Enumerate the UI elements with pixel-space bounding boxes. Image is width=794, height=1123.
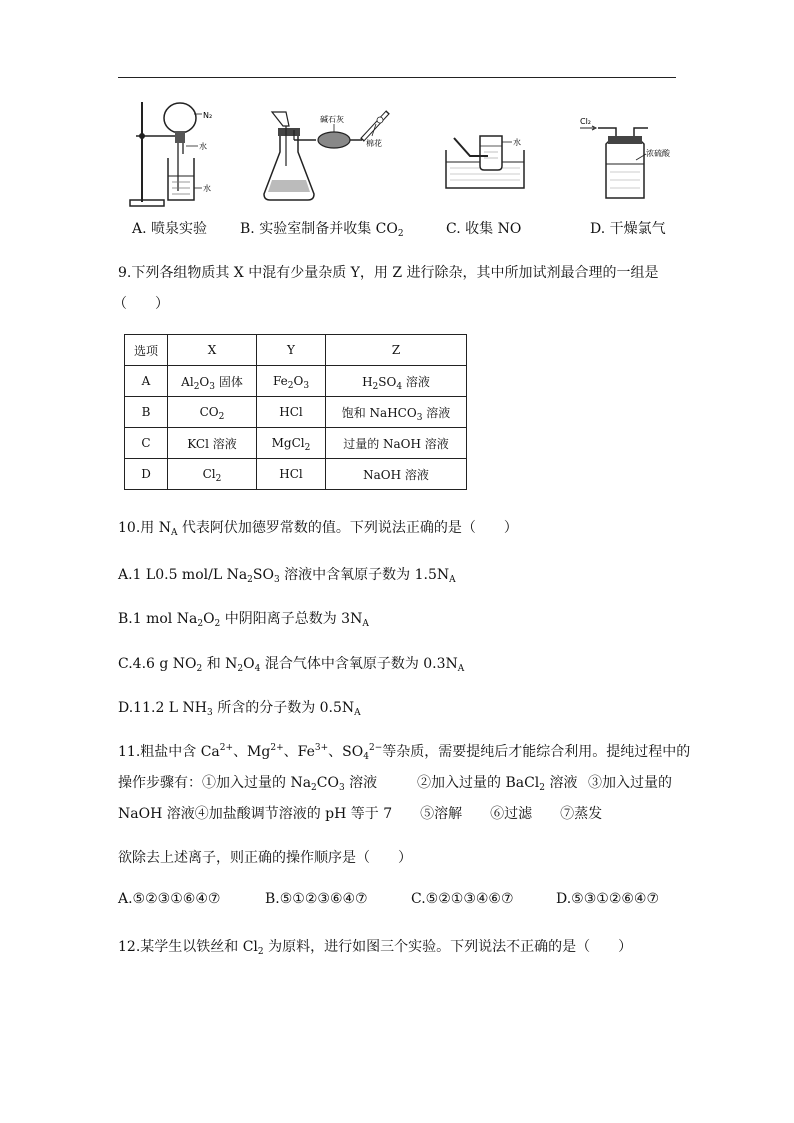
- cell-option: C: [125, 428, 168, 459]
- q12-stem: 12.某学生以铁丝和 $Cl_2$ 为原料，进行如图三个实验。下列说法不正确的是（ ）: [118, 939, 633, 957]
- q9-stem: 9.下列各组物质其 X 中混有少量杂质 Y，用 Z 进行除杂，其中所加试剂最合理的一组是: [118, 265, 659, 281]
- table-header-row: [125, 335, 467, 366]
- figure-b-co2-setup: [258, 96, 398, 214]
- table-row: [125, 459, 467, 490]
- caption-b-sub: 2: [397, 229, 404, 239]
- caption-a: A. 喷泉实验: [132, 221, 208, 237]
- cell-y: $Fe_2O_3$: [257, 366, 326, 397]
- cell-x: KCl 溶液: [168, 428, 257, 459]
- cell-z: 过量的 NaOH 溶液: [326, 428, 467, 459]
- cell-option: D: [125, 459, 168, 490]
- cell-option: A: [125, 366, 168, 397]
- header-rule: [118, 77, 676, 78]
- figure-d-chlorine-drying: [576, 96, 676, 214]
- label-d-acid: 浓硫酸: [646, 149, 670, 158]
- cell-y: HCl: [257, 397, 326, 428]
- q11-option-c: C.⑤②①③④⑥⑦: [411, 891, 514, 907]
- cell-y: HCl: [257, 459, 326, 490]
- q11-line-2-c: ③加入过量的: [588, 775, 672, 791]
- label-a-water-top: 水: [199, 142, 207, 151]
- q10-option-a: A.1 L0.5 mol/L $Na_2SO_3$ 溶液中含氧原子数为 $1.5N_A$: [118, 567, 456, 585]
- table-row: [125, 397, 467, 428]
- cell-x: $Cl_2$: [168, 459, 257, 490]
- label-a-gas: N₂: [203, 111, 213, 120]
- q9-paren: （ ）: [113, 296, 169, 312]
- q11-option-d: D.⑤③①②⑥④⑦: [556, 891, 660, 907]
- label-d-gas: Cl₂: [580, 117, 592, 126]
- label-b-lime: 碱石灰: [320, 115, 344, 124]
- cell-option: B: [125, 397, 168, 428]
- header-z: Z: [326, 335, 467, 366]
- q11-line-2: 操作步骤有：①加入过量的 $Na_2CO_3$ 溶液: [118, 775, 378, 793]
- caption-b-text: B. 实验室制备并收集 CO: [240, 221, 398, 237]
- q11-option-a: A.⑤②③①⑥④⑦: [118, 891, 221, 907]
- caption-d: D. 干燥氯气: [590, 221, 666, 237]
- figure-a-fountain: [128, 96, 228, 214]
- header-y: Y: [257, 335, 326, 366]
- figure-c-no-collection: [440, 96, 550, 214]
- label-b-cotton: 棉花: [366, 139, 382, 148]
- header-option: 选项: [125, 335, 168, 366]
- q11-line-3: NaOH 溶液④加盐酸调节溶液的 pH 等于 7 ⑤溶解 ⑥过滤 ⑦蒸发: [118, 806, 603, 822]
- q11-line-4: 欲除去上述离子，则正确的操作顺序是（ ）: [118, 850, 412, 866]
- q10-option-c: C.4.6 g $NO_2$ 和 $N_2O_4$ 混合气体中含氧原子数为 $0.3N_A$: [118, 656, 465, 674]
- cell-z: NaOH 溶液: [326, 459, 467, 490]
- cell-z: $H_2SO_4$ 溶液: [326, 366, 467, 397]
- header-x: X: [168, 335, 257, 366]
- table-row: [125, 428, 467, 459]
- label-c-water: 水: [513, 138, 521, 147]
- table-row: [125, 366, 467, 397]
- caption-c: C. 收集 NO: [446, 221, 522, 237]
- q11-option-b: B.⑤①②③⑥④⑦: [265, 891, 368, 907]
- cell-x: $Al_2O_3$ 固体: [168, 366, 257, 397]
- cell-y: MgCl$_2$: [257, 428, 326, 459]
- q10-stem: 10.用 $N_A$ 代表阿伏加德罗常数的值。下列说法正确的是（ ）: [118, 520, 518, 538]
- caption-b: [240, 218, 404, 238]
- q10-option-b: B.1 mol $Na_2O_2$ 中阴阳离子总数为 $3N_A$: [118, 611, 369, 629]
- cell-x: $CO_2$: [168, 397, 257, 428]
- label-a-water-bottom: 水: [203, 184, 211, 193]
- q11-line-1: 11.粗盐中含 $Ca^{2+}$、$Mg^{2+}$、$Fe^{3+}$、$SO_4^{2-}$等杂质，需要提纯后才能综合利用。提纯过程中的: [118, 743, 691, 762]
- q10-option-d: D.11.2 L $NH_3$ 所含的分子数为 $0.5N_A$: [118, 700, 361, 718]
- cell-z: 饱和 NaHCO$_3$ 溶液: [326, 397, 467, 428]
- q9-options-table: [124, 334, 467, 490]
- q11-line-2-b: ②加入过量的 BaCl$_2$ 溶液: [417, 775, 578, 793]
